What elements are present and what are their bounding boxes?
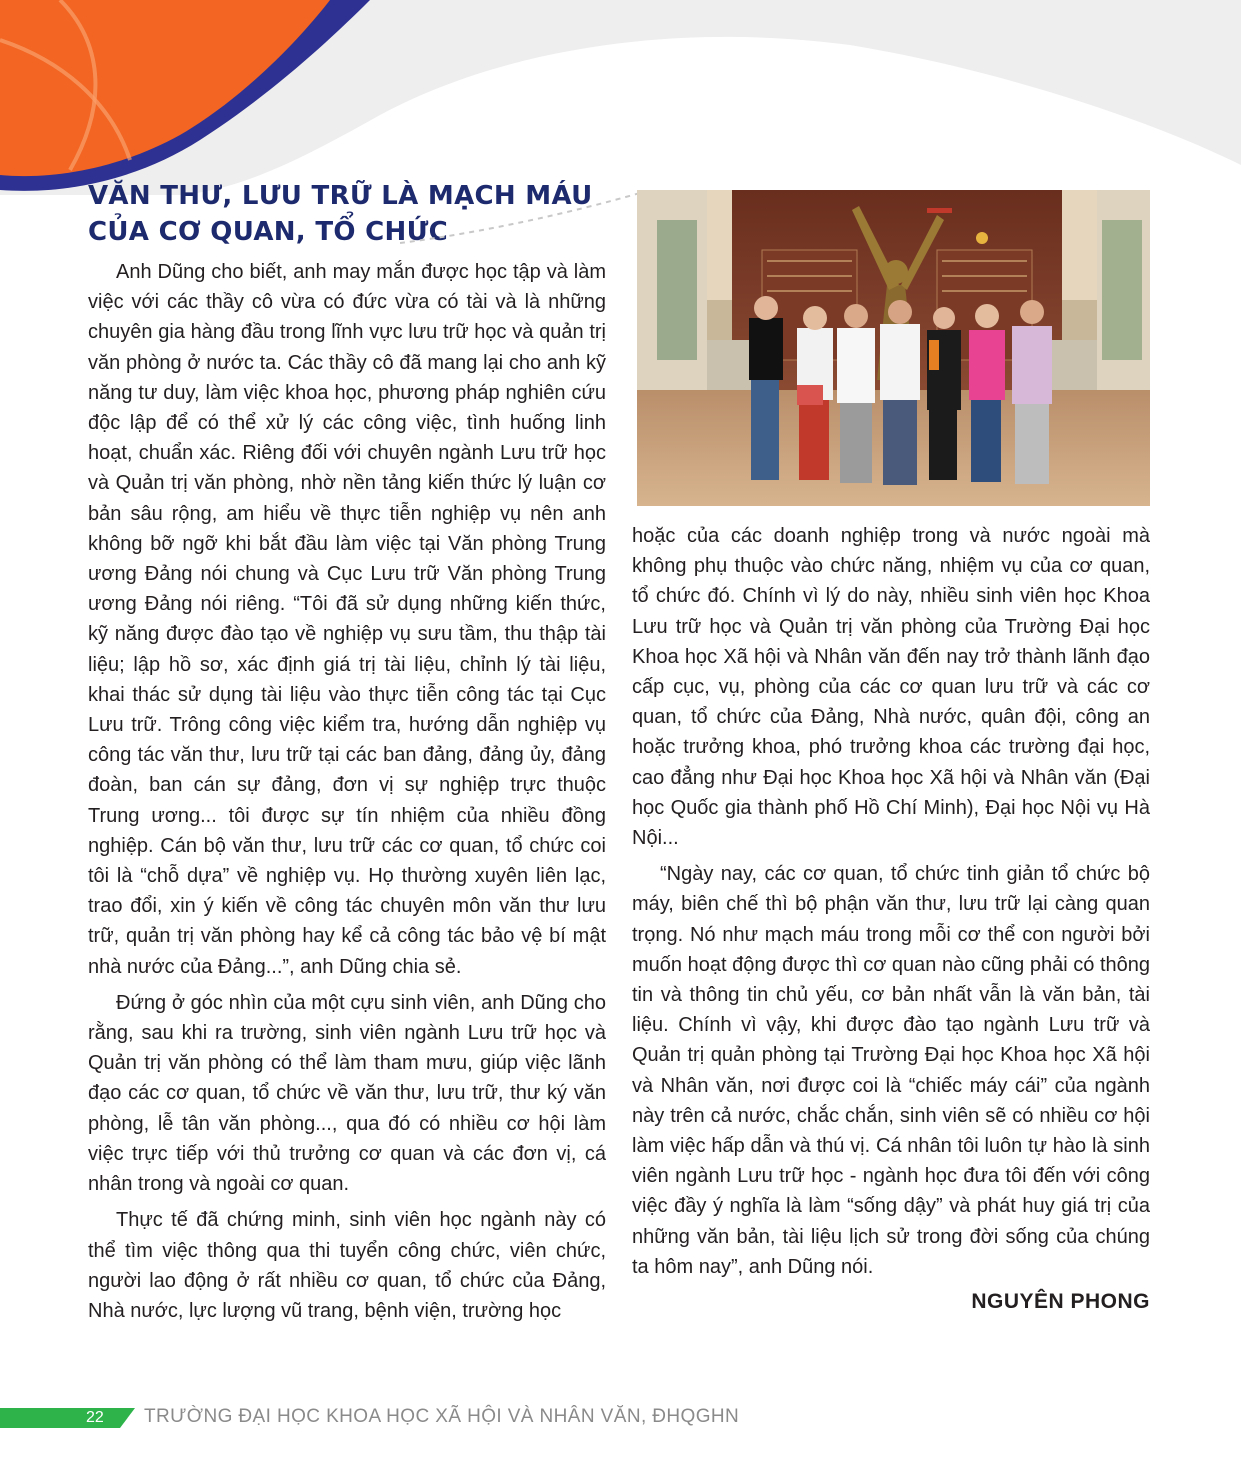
right-column	[632, 521, 1150, 1288]
group-photo	[637, 190, 1150, 506]
dashed-curve-decoration	[400, 188, 645, 248]
footer-publisher: TRƯỜNG ĐẠI HỌC KHOA HỌC XÃ HỘI VÀ NHÂN VĂN, ĐHQGHN	[144, 1406, 740, 1427]
author-byline: NGUYÊN PHONG	[971, 1290, 1150, 1313]
paragraph: Anh Dũng cho biết, anh may mắn được học tập và làm việc với các thầy cô vừa có đức vừa có tài và là những chuyên gia hàng đầu trong lĩnh vực lưu trữ học và quản trị văn phòng ở nước ta. Các thầy cô đã mang lại cho anh kỹ năng tư duy, làm việc khoa học, phương pháp nghiên cứu độc lập để có thể xử lý các công việc, tình huống linh hoạt, chuẩn xác. Riêng đối với chuyên ngành Lưu trữ học và Quản trị văn phòng, nhờ nền tảng kiến thức lý luận cơ bản sâu rộng, am hiểu về thực tiễn nghiệp vụ nên anh không bỡ ngỡ khi bắt đầu làm việc tại Văn phòng Trung ương Đảng nói chung và Cục Lưu trữ Văn phòng Trung ương Đảng nói riêng. “Tôi đã sử dụng những kiến thức, kỹ năng được đào tạo về nghiệp vụ sưu tầm, thu thập tài liệu; lập hồ sơ, xác định giá trị tài liệu, chỉnh lý tài liệu, khai thác sử dụng tài liệu vào thực tiễn công tác tại Cục Lưu trữ. Trông công việc kiểm tra, hướng dẫn nghiệp vụ công tác văn thư, lưu trữ tại các ban đảng, đảng ủy, đảng đoàn, ban cán sự đảng, đơn vị sự nghiệp trực thuộc Trung ương... tôi được sự tín nhiệm của nhiều đồng nghiệp. Cán bộ văn thư, lưu trữ các cơ quan, tổ chức coi tôi là “chỗ dựa” về nghiệp vụ. Họ thường xuyên liên lạc, trao đổi, xin ý kiến về công tác chuyên môn văn thư lưu trữ, quản trị văn phòng hay kể cả công tác bảo vệ bí mật nhà nước của Đảng...”, anh Dũng chia sẻ.	[88, 261, 606, 978]
left-column	[88, 257, 606, 1332]
footer-page-tab	[0, 1406, 135, 1430]
paragraph: hoặc của các doanh nghiệp trong và nước ngoài mà không phụ thuộc vào chức năng, nhiệm vụ của cơ quan, tổ chức đó. Chính vì lý do này, nhiều sinh viên học Khoa Lưu trữ học và Quản trị văn phòng của Trường Đại học Khoa học Xã hội và Nhân văn đến nay trở thành lãnh đạo cấp cục, vụ, phòng của các cơ quan lưu trữ và các cơ quan, tổ chức của Đảng, Nhà nước, quân đội, công an hoặc trưởng khoa, phó trưởng khoa các trường đại học, cao đẳng như Đại học Khoa học Xã hội và Nhân văn (Đại học Quốc gia thành phố Hồ Chí Minh), Đại học Nội vụ Hà Nội...	[632, 525, 1150, 850]
page-number: 22	[86, 1409, 104, 1426]
header-decoration	[0, 0, 1241, 200]
paragraph: Đứng ở góc nhìn của một cựu sinh viên, anh Dũng cho rằng, sau khi ra trường, sinh viên ngành Lưu trữ học và Quản trị văn phòng có thể làm tham mưu, giúp việc lãnh đạo các cơ quan, tổ chức về văn thư, lưu trữ, thư ký văn phòng, lễ tân văn phòng..., qua đó có nhiều cơ hội làm việc trực tiếp với thủ trưởng cơ quan và các đơn vị, cá nhân trong và ngoài cơ quan.	[88, 991, 606, 1196]
paragraph: “Ngày nay, các cơ quan, tổ chức tinh giản tổ chức bộ máy, biên chế thì bộ phận văn thư, lưu trữ lại càng quan trọng. Nó như mạch máu trong mỗi cơ thể con người bởi muốn hoạt động được thì cơ quan nào cũng phải có thông tin và thông tin chủ yếu, cơ bản nhất vẫn là văn bản, tài liệu. Chính vì vậy, khi được đào tạo ngành Lưu trữ và Quản trị quản phòng tại Trường Đại học Khoa học Xã hội và Nhân văn, nơi được coi là “chiếc máy cái” của ngành này trên cả nước, chắc chắn, sinh viên sẽ có nhiều cơ hội làm việc hấp dẫn và thú vị. Cá nhân tôi luôn tự hào là sinh viên ngành Lưu trữ học - ngành học đưa tôi đến với công việc đầy ý nghĩa là làm “sống dậy” và phát huy giá trị của những văn bản, tài liệu lịch sử trong đời sống của chúng ta hôm nay”, anh Dũng nói.	[632, 863, 1150, 1278]
section-headline: VĂN THƯ, LƯU TRỮ LÀ MẠCH MÁU CỦA CƠ QUAN, TỔ CHỨC	[88, 181, 593, 247]
paragraph: Thực tế đã chứng minh, sinh viên học ngành này có thể tìm việc thông qua thi tuyển công chức, viên chức, người lao động ở rất nhiều cơ quan, tổ chức của Đảng, Nhà nước, lực lượng vũ trang, bệnh viện, trường học	[88, 1209, 606, 1322]
